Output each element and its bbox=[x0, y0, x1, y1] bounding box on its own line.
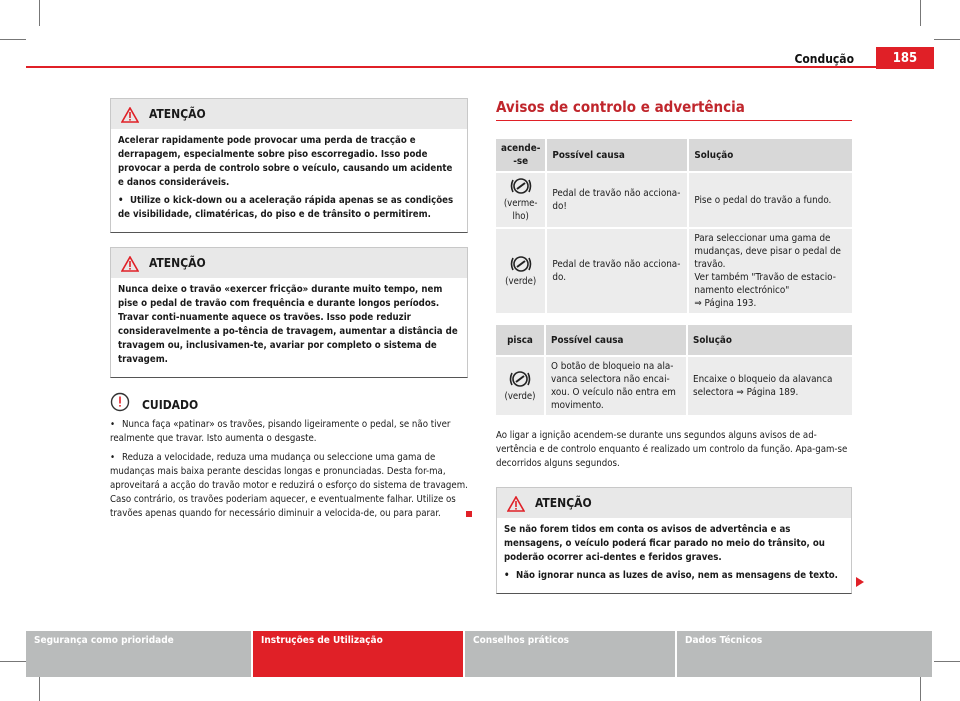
indicator-table-flashing bbox=[496, 325, 852, 415]
column-header: Possível causa bbox=[546, 139, 688, 172]
bullet-icon: • bbox=[118, 195, 124, 206]
caution-bullet-text: Nunca faça «patinar» os travões, pisando ligeiramente o pedal, se não tiver realmente que travar. Isto aumenta o desgaste. bbox=[110, 419, 451, 444]
solution-cell bbox=[688, 228, 852, 313]
caution-bullet-text: Reduza a velocidade, reduza uma mudança ou seleccione uma gama de mudanças mais baixa perante descidas longas e pronunciadas. Desta for-ma, aproveitará a acção do travão motor e reduzirá o esforço do sistema de travagem. Caso contrário, os travões poderiam aquecer, e eventualmente falhar. Utilize os travões apenas quando for necessário diminuir a velocida-de, ou para parar. bbox=[110, 452, 468, 519]
warning-box bbox=[110, 98, 468, 233]
state-cell bbox=[496, 228, 546, 313]
warning-icon bbox=[507, 496, 525, 512]
page-number: 185 bbox=[876, 47, 934, 69]
caution-body bbox=[110, 418, 468, 521]
warning-box bbox=[496, 487, 852, 594]
indicator-table-lit bbox=[496, 139, 852, 313]
brake-pedal-icon bbox=[510, 255, 532, 273]
solution-cell: Encaixe o bloqueio da alavanca selectora ⇒ Página 189. bbox=[687, 356, 852, 415]
column-header: Solução bbox=[687, 325, 852, 356]
warning-box bbox=[110, 247, 468, 378]
bullet-icon: • bbox=[110, 452, 116, 463]
state-label: (verde) bbox=[504, 390, 536, 402]
warning-bullet bbox=[504, 569, 844, 583]
state-label: (verme-lho) bbox=[503, 198, 538, 222]
warning-body bbox=[111, 278, 467, 377]
state-cell bbox=[496, 356, 545, 415]
footer-tab-technical-data[interactable]: Dados Técnicos bbox=[677, 631, 932, 677]
solution-text: Para seleccionar uma gama de mudanças, deve pisar o pedal de travão. bbox=[694, 233, 841, 270]
crop-mark bbox=[934, 39, 960, 40]
warning-text: Nunca deixe o travão «exercer fricção» durante muito tempo, nem pise o pedal de travão com frequência e durante longos períodos. Travar conti-nuamente aquece os travões. Isso pode reduzir consideravelmente a po-tência de travagem, aumentar a distância de travagem ou, inclusivamen-te, avariar por completo o sistema de travagem. bbox=[118, 284, 458, 365]
bullet-icon: • bbox=[504, 570, 510, 581]
crop-mark bbox=[0, 39, 26, 40]
warning-title: ATENÇÃO bbox=[149, 107, 206, 121]
column-header: Solução bbox=[688, 139, 852, 172]
warning-text: Acelerar rapidamente pode provocar uma perda de tracção e derrapagem, especialmente sobre piso escorregadio. Isso pode provocar a perda de controlo sobre o veículo, causando um acidente e danos consideráveis. bbox=[118, 135, 453, 188]
warning-header bbox=[111, 248, 467, 278]
caution-title: CUIDADO bbox=[142, 398, 199, 412]
crop-mark bbox=[39, 0, 40, 26]
brake-pedal-icon bbox=[510, 177, 532, 195]
warning-icon bbox=[121, 107, 139, 123]
cause-cell: Pedal de travão não acciona-do. bbox=[546, 228, 688, 313]
warning-bullet-text: Não ignorar nunca as luzes de aviso, nem as mensagens de texto. bbox=[516, 570, 838, 581]
warning-bullet bbox=[118, 194, 460, 222]
warning-icon bbox=[121, 256, 139, 272]
crop-mark bbox=[0, 661, 26, 662]
warning-header bbox=[111, 99, 467, 129]
column-header: pisca bbox=[496, 325, 545, 356]
column-header: Possível causa bbox=[545, 325, 687, 356]
footer-tab-practical-tips[interactable]: Conselhos práticos bbox=[465, 631, 675, 677]
footer-tab-safety[interactable]: Segurança como prioridade bbox=[26, 631, 251, 677]
continue-arrow-icon bbox=[855, 577, 865, 587]
right-column bbox=[496, 98, 852, 594]
caution-icon bbox=[110, 392, 130, 412]
column-header: acende--se bbox=[496, 139, 546, 172]
table-row bbox=[496, 356, 852, 415]
state-cell bbox=[496, 172, 546, 228]
cause-cell: O botão de bloqueio na ala-vanca selectora não encai-xou. O veículo não entra em movimento. bbox=[545, 356, 687, 415]
page-reference-link[interactable]: ⇒ Página 193. bbox=[694, 298, 757, 309]
footer-tab-instructions[interactable]: Instruções de Utilização bbox=[253, 631, 463, 677]
caution-header bbox=[110, 388, 468, 412]
crop-mark bbox=[39, 675, 40, 701]
end-of-section-icon bbox=[466, 511, 472, 517]
warning-header bbox=[497, 488, 851, 518]
bullet-icon: • bbox=[110, 419, 116, 430]
state-label: (verde) bbox=[505, 275, 537, 287]
warning-text: Se não forem tidos em conta os avisos de advertência e as mensagens, o veículo poderá ficar parado no meio do trânsito, ou poderão ocorrer aci-dentes e feridos graves. bbox=[504, 524, 825, 563]
footer-nav bbox=[26, 631, 934, 677]
table-header-row bbox=[496, 325, 852, 356]
left-column bbox=[110, 98, 468, 526]
brake-pedal-icon bbox=[509, 370, 531, 388]
warning-title: ATENÇÃO bbox=[149, 256, 206, 270]
crop-mark bbox=[920, 675, 921, 701]
warning-bullet-text: Utilize o kick-down ou a aceleração rápida apenas se as condições de visibilidade, climatéricas, do piso e de trânsito o permitirem. bbox=[118, 195, 454, 220]
header-rule bbox=[26, 66, 934, 68]
solution-cell: Pise o pedal do travão a fundo. bbox=[688, 172, 852, 228]
warning-body bbox=[497, 518, 851, 593]
solution-text: Ver também "Travão de estacio-namento electrónico" bbox=[694, 272, 836, 296]
table-row bbox=[496, 228, 852, 313]
warning-title: ATENÇÃO bbox=[535, 496, 592, 510]
table-header-row bbox=[496, 139, 852, 172]
section-title: Avisos de controlo e advertência bbox=[496, 98, 852, 121]
caution-bullet bbox=[110, 418, 468, 446]
caution-bullet bbox=[110, 451, 468, 521]
crop-mark bbox=[934, 661, 960, 662]
crop-mark bbox=[920, 0, 921, 26]
cause-cell: Pedal de travão não acciona-do! bbox=[546, 172, 688, 228]
warning-body bbox=[111, 129, 467, 232]
body-paragraph: Ao ligar a ignição acendem-se durante uns segundos alguns avisos de ad-vertência e de controlo enquanto é realizado um controlo da função. Apa-gam-se decorridos alguns segundos. bbox=[496, 430, 848, 469]
table-row bbox=[496, 172, 852, 228]
running-header: Condução bbox=[794, 52, 854, 66]
